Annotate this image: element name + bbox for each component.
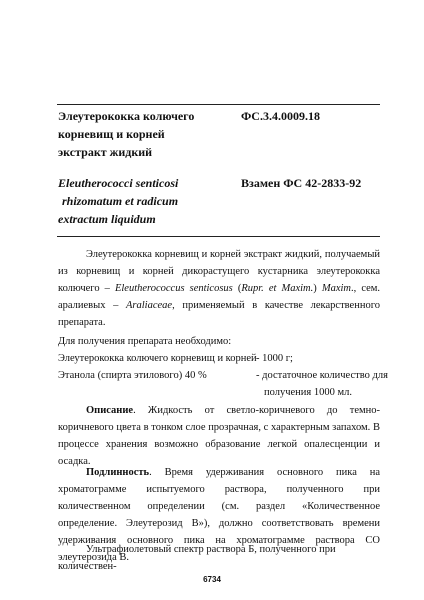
identity-text: . Время удерживания основного пика на хроматограмме испытуемого раствора, полученного при количественном определении (см. раздел «Количественное определение. Элеутерозид В»), должно соответствовать времени удерживания основного пика на хроматограмме раствора СО элеутерозида В. <box>58 467 380 563</box>
description-text: . Жидкость от светло-коричневого до темно-коричневого цвета в тонком слое прозрачная, с характерным запахом. В процессе хранения возможно образование легкой опалесценции и осадка. <box>58 405 380 467</box>
latin-title-line: rhizomatum et radicum <box>62 194 179 208</box>
header-top-rule <box>57 104 380 105</box>
intro-run: ( <box>232 283 242 294</box>
latin-title <box>58 174 228 228</box>
intro-run: ., сем. аралиевых – <box>58 283 381 311</box>
uv-paragraph <box>58 541 380 575</box>
composition-ingredient: Этанола (спирта этилового) 40 % <box>58 370 207 381</box>
header-bottom-rule <box>57 236 380 237</box>
intro-run-italic: Maxim <box>321 283 352 294</box>
description-paragraph <box>58 402 380 470</box>
composition-heading: Для получения препарата необходимо: <box>58 336 232 347</box>
composition-amount-continuation: получения 1000 мл. <box>264 387 352 398</box>
composition-amount: - 1000 г; <box>256 353 293 364</box>
intro-run-italic: Rupr. et Maxim. <box>241 283 314 294</box>
latin-title-line: extractum liquidum <box>58 212 156 226</box>
monograph-code: ФС.3.4.0009.18 <box>241 109 320 123</box>
intro-run-italic: Eleutherococcus senticosus <box>114 283 233 294</box>
page-number: 6734 <box>203 575 221 584</box>
uv-text: Ультрафиолетовый спектр раствора Б, полученного при количествен- <box>58 544 336 572</box>
identity-label: Подлинность <box>86 467 150 478</box>
monograph-title-line: корневищ и корней <box>58 127 165 141</box>
latin-title-line: Eleutherococci senticosi <box>58 176 179 190</box>
intro-run: ) <box>313 283 322 294</box>
monograph-title-line: экстракт жидкий <box>58 145 153 159</box>
composition-amount: - достаточное количество для <box>256 370 388 381</box>
intro-run-italic: Araliaceae <box>126 300 173 311</box>
monograph-title-line: Элеутерококка колючего <box>58 109 195 123</box>
replaces-note: Взамен ФС 42-2833-92 <box>241 176 362 190</box>
intro-run: Элеутерококка корневищ и корней экстракт жидкий, получаемый из корневищ и корней дикорастущего кустарника элеутерококка колючего – <box>58 249 380 294</box>
intro-run: , применяемый в качестве лекарственного препарата. <box>58 300 380 328</box>
intro-paragraph <box>58 246 380 331</box>
description-label: Описание <box>86 405 134 416</box>
composition-ingredient: Элеутерококка колючего корневищ и корней <box>58 353 257 364</box>
monograph-title <box>58 107 228 161</box>
